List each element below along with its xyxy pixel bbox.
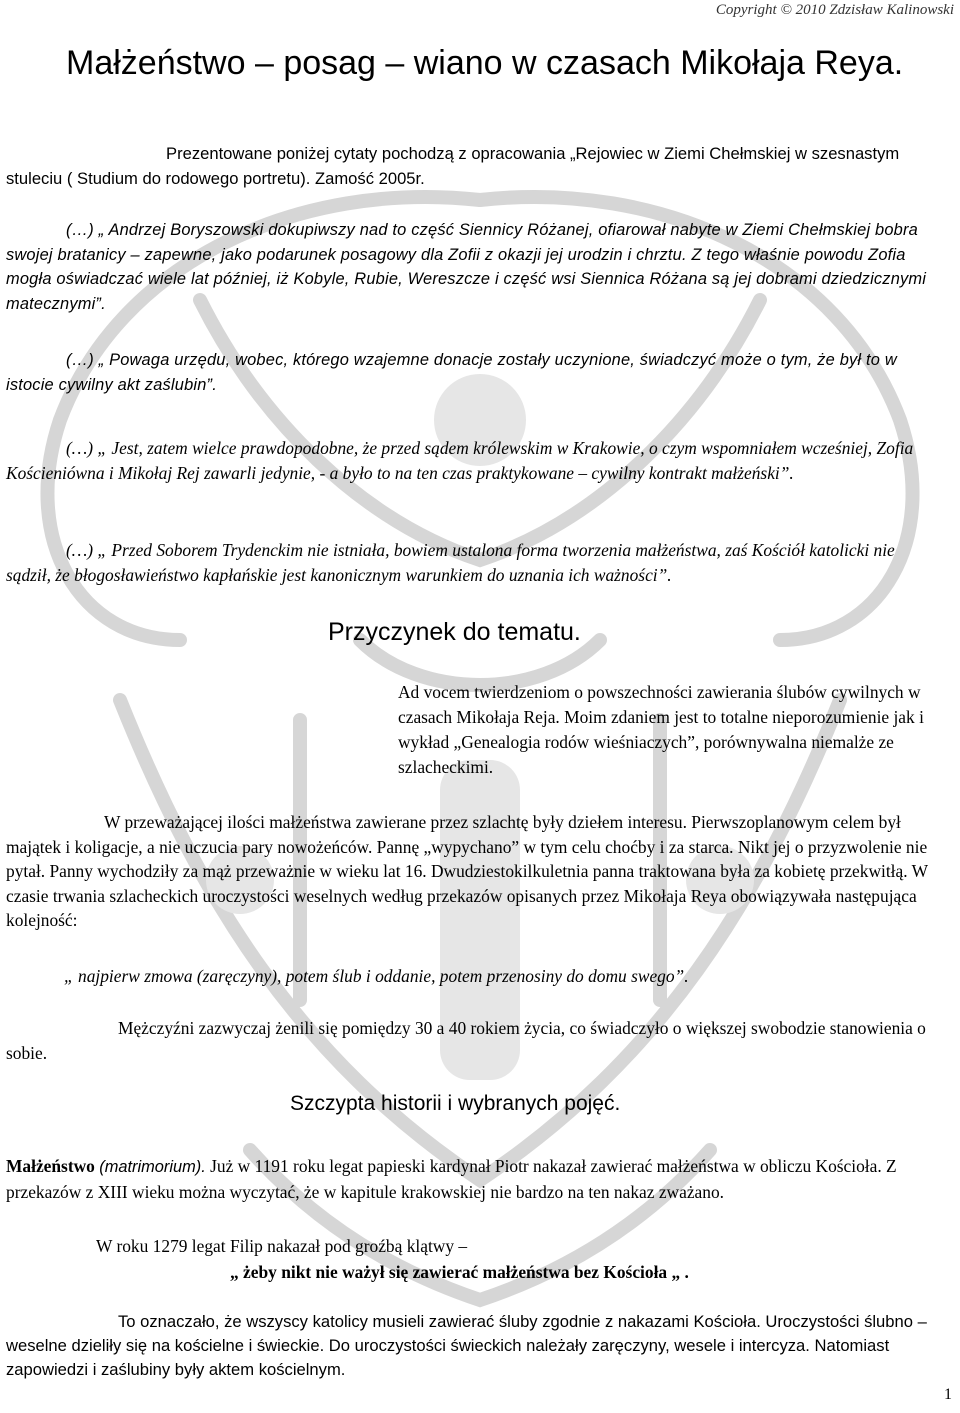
bold-quote-text: „ żeby nikt nie ważył się zawierać małżeństwa bez Kościoła „ . [230,1262,689,1282]
quote-paragraph [6,348,931,397]
body-text: To oznaczało, że wszyscy katolicy musieli zawierać śluby zgodnie z nakazami Kościoła. Uroczystości ślubno – weselne dzieliły się na kościelne i świeckie. Do uroczystości świeckich należały zaręczyny, wesele i intercyza. Natomiast zapowiedzi i zaślubiny były aktem kościelnym. [6,1312,927,1379]
body-paragraph [6,1016,931,1065]
block-quote-text: „ najpierw zmowa (zaręczyny), potem ślub i oddanie, potem przenosiny do domu swego”. [64,966,689,986]
body-text: W roku 1279 legat Filip nakazał pod groźbą klątwy – [96,1236,468,1256]
intro-paragraph [6,142,931,191]
quote-text: (…) „ Przed Soborem Trydenckim nie istniała, bowiem ustalona forma tworzenia małżeństwa, zaś Kościół katolicki nie sądził, że błogosławieństwo kapłańskie jest kanonicznym warunkiem do uznania ich ważności”. [6,540,895,585]
term-latin: (matrimorium). [99,1158,206,1176]
page-number: 1 [944,1386,952,1403]
term-label: Małżeństwo [6,1156,95,1176]
body-paragraph [6,1310,931,1382]
body-text: Już w 1191 roku legat papieski kardynał Piotr nakazał zawierać małżeństwa w obliczu Kościoła. Z przekazów z XIII wieku można wyczytać, że w kapitule krakowskiej nie bardzo na ten nakaz zważano. [6,1156,897,1202]
aside-paragraph: Ad vocem twierdzeniom o powszechności zawierania ślubów cywilnych w czasach Mikołaja Reja. Moim zdaniem jest to totalne nieporozumienie jak i wykład „Genealogia rodów wieśniaczych”, porównywalna niemalże ze szlacheckimi. [398,682,924,777]
quote-text: (…) „ Andrzej Boryszowski dokupiwszy nad to część Siennicy Różanej, ofiarował nabyte w Ziemi Chełmskiej bobra swojej bratanicy – zapewne, jako podarunek posagowy dla Zofii z okazji jej urodzin i chrztu. Z tego właśnie powodu Zofia mogła oświadczać wiele lat później, iż Kobyle, Rubie, Wereszcze i część wsi Siennica Różana są jej dobrami dziedzicznymi matecznymi”. [6,221,927,313]
body-paragraph [6,810,931,933]
section-heading: Przyczynek do tematu. [328,618,581,646]
page-title: Małżeństwo – posag – wiano w czasach Mikołaja Reya. [66,44,904,82]
quote-paragraph [6,538,931,587]
body-text: Mężczyźni zazwyczaj żenili się pomiędzy 30 a 40 rokiem życia, co świadczyło o większej swobodzie stanowienia o sobie. [6,1018,926,1063]
quote-text: (…) „ Jest, zatem wielce prawdopodobne, że przed sądem królewskim w Krakowie, o czym wspomniałem wcześniej, Zofia Kościeniówna i Mikołaj Rej zawarli jedynie, - a było to na ten czas praktykowane – cywilny kontrakt małżeński”. [6,438,914,483]
body-paragraph [6,1154,931,1204]
intro-text: Prezentowane poniżej cytaty pochodzą z opracowania „Rejowiec w Ziemi Chełmskiej w szesnastym stuleciu ( Studium do rodowego portretu). Zamość 2005r. [6,144,900,188]
body-paragraph [96,1234,936,1259]
quote-text: (…) „ Powaga urzędu, wobec, którego wzajemne donacje zostały uczynione, świadczyć może o tym, że był to w istocie cywilny akt zaślubin”. [6,351,897,394]
bold-quote [230,1260,930,1285]
quote-paragraph [6,218,931,316]
body-text: W przeważającej ilości małżeństwa zawierane przez szlachtę były dziełem interesu. Pierwszoplanowym celem był majątek i koligacje, a nie uczucia pary nowożeńców. Pannę „wypychano” w tym celu choćby i za starca. Nikt jej o przyzwolenie nie pytał. Panny wychodziły za mąż przeważnie w wieku lat 16. Dwudziestokilkuletnia panna traktowana była za kobietę przekwitłą. W czasie trwania szlacheckich uroczystości weselnych według przekazów opisanych przez Mikołaja Reya obowiązywała następująca kolejność: [6,812,928,930]
copyright-notice: Copyright © 2010 Zdzisław Kalinowski [715,2,954,18]
block-quote [64,964,944,989]
section-heading: Szczypta historii i wybranych pojęć. [290,1092,621,1115]
quote-paragraph [6,436,931,485]
